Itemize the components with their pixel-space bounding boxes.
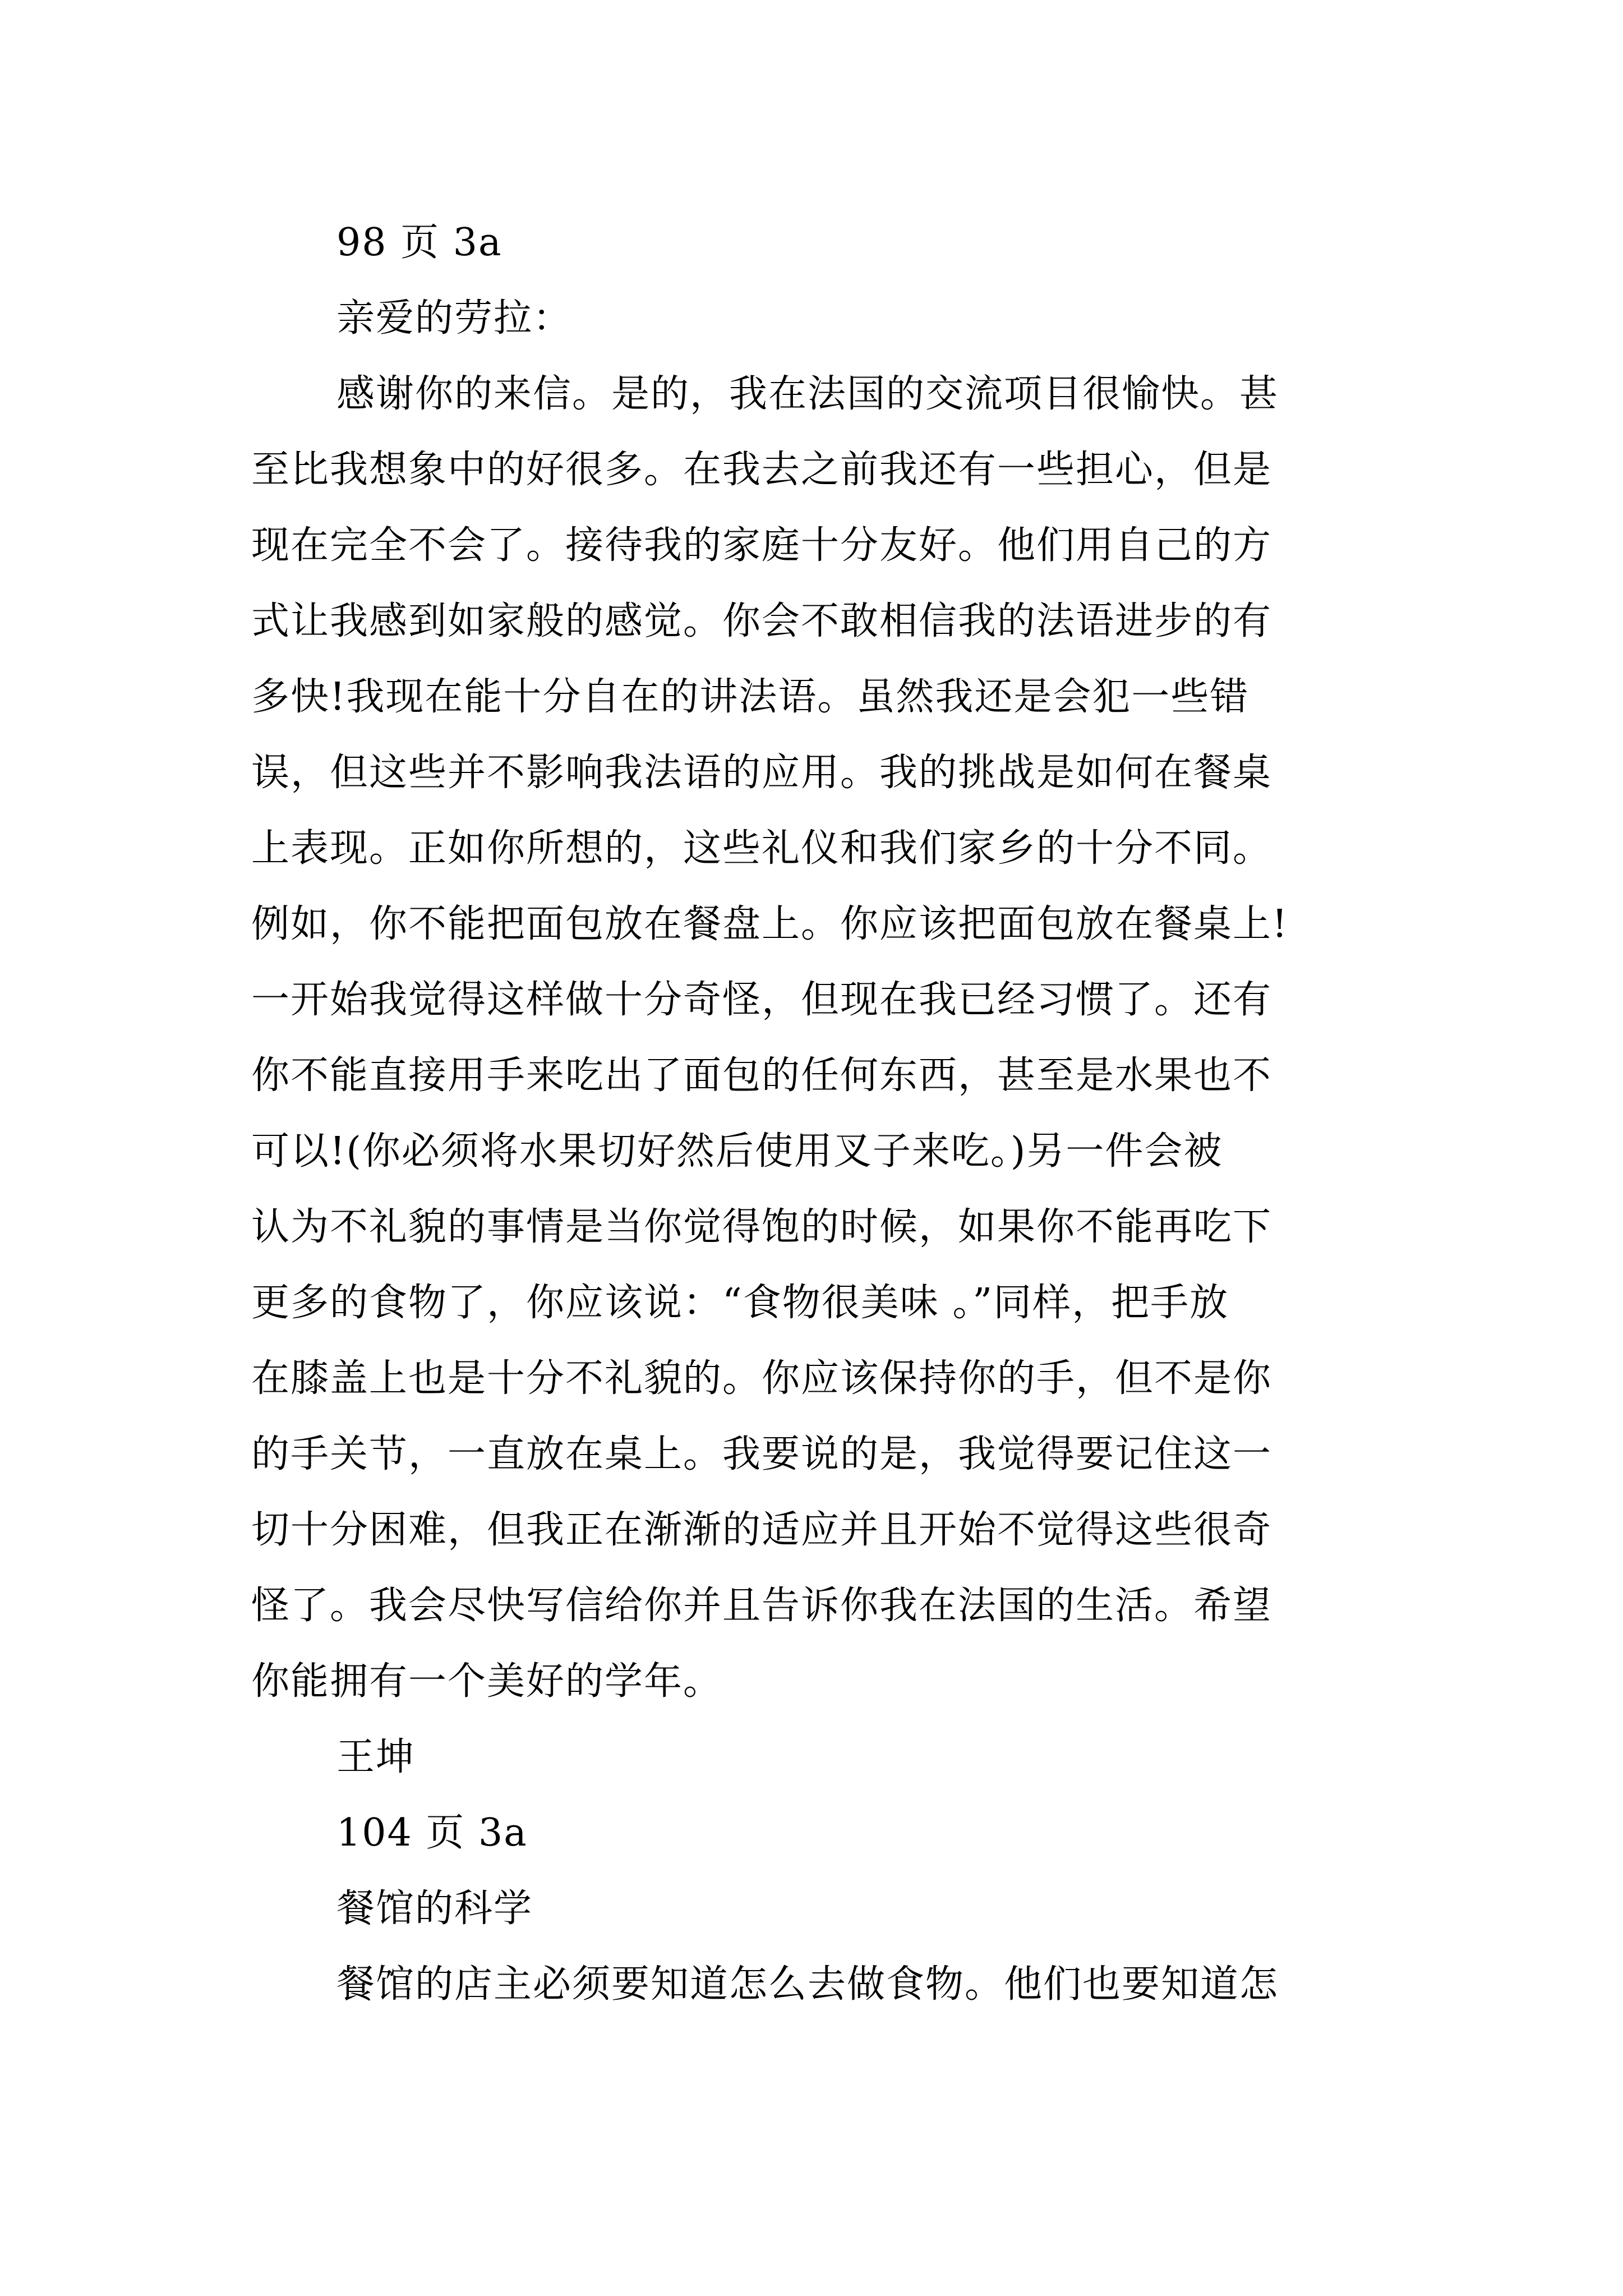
letter-line: 感谢你的来信。是的，我在法国的交流项目很愉快。甚	[336, 372, 1279, 416]
letter-line: 一开始我觉得这样做十分奇怪，但现在我已经习惯了。还有	[251, 978, 1272, 1022]
letter-line: 切十分困难，但我正在渐渐的适应并且开始不觉得这些很奇	[251, 1508, 1272, 1552]
letter-line: 的手关节，一直放在桌上。我要说的是，我觉得要记住这一	[251, 1432, 1272, 1476]
letter-line: 至比我想象中的好很多。在我去之前我还有一些担心，但是	[251, 448, 1272, 492]
letter-line: 你不能直接用手来吃出了面包的任何东西，甚至是水果也不	[251, 1053, 1272, 1098]
letter-line: 在膝盖上也是十分不礼貌的。你应该保持你的手，但不是你	[251, 1356, 1272, 1401]
letter-salutation: 亲爱的劳拉：	[336, 296, 573, 341]
letter-line: 例如，你不能把面包放在餐盘上。你应该把面包放在餐桌上!	[251, 902, 1289, 946]
page-reference-heading: 104 页 3a	[336, 1811, 528, 1855]
letter-line: 式让我感到如家般的感觉。你会不敢相信我的法语进步的有	[251, 599, 1272, 643]
letter-line: 怪了。我会尽快写信给你并且告诉你我在法国的生活。希望	[251, 1584, 1272, 1628]
letter-line: 现在完全不会了。接待我的家庭十分友好。他们用自己的方	[251, 523, 1272, 568]
paragraph-line: 餐馆的店主必须要知道怎么去做食物。他们也要知道怎	[336, 1962, 1279, 2007]
section-title: 餐馆的科学	[336, 1887, 533, 1931]
letter-line: 认为不礼貌的事情是当你觉得饱的时候，如果你不能再吃下	[251, 1205, 1272, 1249]
letter-line: 你能拥有一个美好的学年。	[251, 1659, 723, 1704]
letter-line: 可以!(你必须将水果切好然后使用叉子来吃。)另一件会被	[251, 1129, 1223, 1174]
letter-line: 多快!我现在能十分自在的讲法语。虽然我还是会犯一些错	[251, 675, 1249, 719]
letter-signature: 王坤	[336, 1735, 416, 1779]
letter-line: 更多的食物了，你应该说：“食物很美味 。”同样，把手放	[251, 1281, 1229, 1325]
letter-line: 上表现。正如你所想的，这些礼仪和我们家乡的十分不同。	[251, 826, 1272, 871]
letter-line: 误，但这些并不影响我法语的应用。我的挑战是如何在餐桌	[251, 751, 1272, 795]
page-reference-heading: 98 页 3a	[336, 220, 502, 265]
